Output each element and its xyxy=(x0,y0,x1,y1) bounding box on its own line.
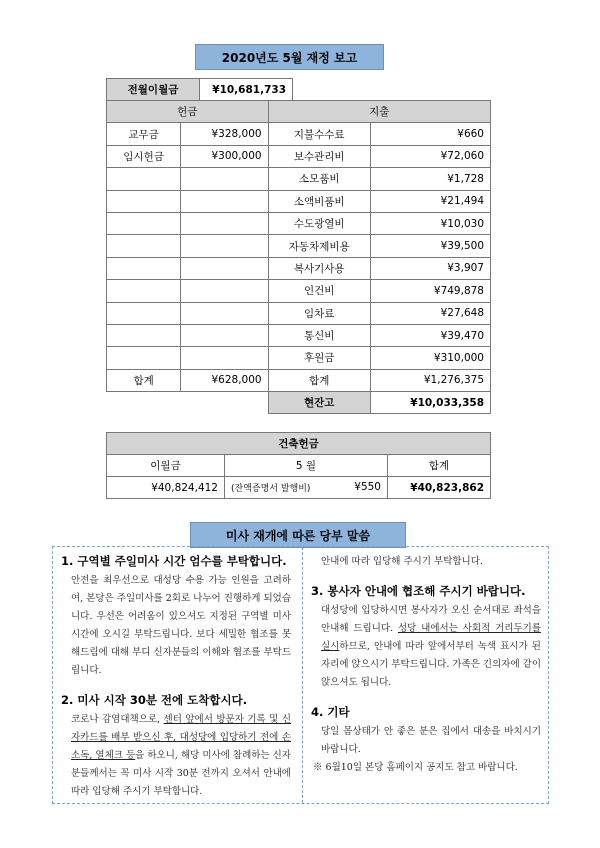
expense-total-amount: ¥1,276,375 xyxy=(370,369,490,391)
table-row xyxy=(107,235,491,257)
notice-title: 미사 재개에 따른 당부 말씀 xyxy=(190,522,406,548)
income-amount xyxy=(181,212,268,234)
section-2-body-underlined: 센터 앞에서 방문자 기록 및 신자카드를 배부 받으신 후, 대성당에 입당하기 전에 손소독, 열체크 등 xyxy=(71,714,291,761)
income-amount xyxy=(181,257,268,279)
building-fund-carryover: ¥40,824,412 xyxy=(107,477,225,499)
income-name: 임시헌금 xyxy=(107,145,181,167)
section-3-body xyxy=(321,602,541,692)
expense-name: 소모품비 xyxy=(268,168,370,190)
income-name xyxy=(107,302,181,324)
income-amount: ¥300,000 xyxy=(181,145,268,167)
income-amount xyxy=(181,168,268,190)
expense-name: 수도광열비 xyxy=(268,212,370,234)
expense-amount: ¥27,648 xyxy=(370,302,490,324)
income-name xyxy=(107,212,181,234)
section-1-title: 1. 구역별 주일미사 시간 엄수를 부탁합니다. xyxy=(61,554,287,568)
section-1-body: 안전을 최우선으로 대성당 수용 가능 인원을 고려하여, 본당은 주일미사를 2회로 나누어 진행하게 되었습니다. 우선은 어려움이 있으셔도 지정된 구역별 미사시간에 오시길 부탁드립니다. 보다 세밀한 협조를 못 해드림에 대해 부디 신자분들의 이해와 협조를 부탁드립니다. xyxy=(71,575,292,676)
table-row xyxy=(107,212,491,234)
section-3-body-underlined: 성당 내에서는 사회적 거리두기를 실시 xyxy=(321,623,541,652)
expense-name: 후원금 xyxy=(268,347,370,369)
expense-amount: ¥310,000 xyxy=(370,347,490,369)
section-4-body: 당일 몸상태가 안 좋은 분은 집에서 대송을 바치시기 바랍니다. xyxy=(321,726,541,755)
income-amount xyxy=(181,347,268,369)
income-name xyxy=(107,168,181,190)
building-fund-total: ¥40,823,862 xyxy=(388,477,491,499)
income-amount xyxy=(181,302,268,324)
building-fund-table xyxy=(106,432,491,499)
table-row xyxy=(107,347,491,369)
building-fund-month-amount: ¥550 xyxy=(354,481,381,493)
expense-name: 인건비 xyxy=(268,280,370,302)
table-row xyxy=(107,324,491,346)
current-balance-amount: ¥10,033,358 xyxy=(370,392,490,414)
section-2-body-text-rest: 을 하오니, 해당 미사에 참례하는 신자분들께서는 꼭 미사 시작 30분 전까지 오셔서 안내에 따라 입당해 주시기 부탁합니다. xyxy=(71,750,291,797)
previous-balance-amount: ¥10,681,733 xyxy=(200,79,293,101)
income-total-amount: ¥628,000 xyxy=(181,369,268,391)
income-name xyxy=(107,324,181,346)
notice-box xyxy=(52,546,549,804)
expense-name: 복사기사용 xyxy=(268,257,370,279)
report-title: 2020년도 5월 재정 보고 xyxy=(195,44,384,70)
expense-name: 소액비품비 xyxy=(268,190,370,212)
income-name xyxy=(107,347,181,369)
income-name: 교무금 xyxy=(107,123,181,145)
footnote: ※ 6월10일 본당 홈페이지 공지도 참고 바랍니다. xyxy=(313,762,518,773)
notice-right-column xyxy=(311,553,541,777)
table-row xyxy=(107,145,491,167)
section-3-title: 3. 봉사자 안내에 협조해 주시기 바랍니다. xyxy=(311,584,526,598)
expense-name: 지불수수료 xyxy=(268,123,370,145)
income-amount xyxy=(181,235,268,257)
income-name xyxy=(107,280,181,302)
section-3-body-text: 대성당에 입당하시면 봉사자가 오신 순서대로 좌석을 안내해 드립니다. xyxy=(321,605,541,634)
expense-name: 보수관리비 xyxy=(268,145,370,167)
table-row xyxy=(107,302,491,324)
income-total-label: 합계 xyxy=(107,369,181,391)
expense-amount: ¥72,060 xyxy=(370,145,490,167)
building-fund-header-month: 5 월 xyxy=(225,455,388,477)
expense-amount: ¥10,030 xyxy=(370,212,490,234)
table-row xyxy=(107,123,491,145)
expense-name: 자동차제비용 xyxy=(268,235,370,257)
expense-amount: ¥39,470 xyxy=(370,324,490,346)
expense-total-label: 합계 xyxy=(268,369,370,391)
building-fund-month xyxy=(225,477,388,499)
expense-amount: ¥1,728 xyxy=(370,168,490,190)
income-amount: ¥328,000 xyxy=(181,123,268,145)
expense-amount: ¥21,494 xyxy=(370,190,490,212)
table-row xyxy=(107,280,491,302)
table-row xyxy=(107,168,491,190)
table-row xyxy=(107,257,491,279)
section-2-body-continued: 안내에 따라 입당해 주시기 부탁합니다. xyxy=(321,556,483,567)
building-fund-header-carryover: 이월금 xyxy=(107,455,225,477)
building-fund-title: 건축헌금 xyxy=(107,433,491,455)
section-2-title: 2. 미사 시작 30분 전에 도착합시다. xyxy=(61,693,248,707)
expense-amount: ¥3,907 xyxy=(370,257,490,279)
section-4-title: 4. 기타 xyxy=(311,705,350,719)
income-name xyxy=(107,190,181,212)
notice-left-column xyxy=(61,553,292,797)
expense-name: 통신비 xyxy=(268,324,370,346)
table-row xyxy=(107,190,491,212)
current-balance-label: 현잔고 xyxy=(268,392,370,414)
income-amount xyxy=(181,190,268,212)
expense-amount: ¥39,500 xyxy=(370,235,490,257)
expense-name: 임차료 xyxy=(268,302,370,324)
expense-amount: ¥749,878 xyxy=(370,280,490,302)
building-fund-header-total: 합계 xyxy=(388,455,491,477)
income-header: 헌금 xyxy=(107,101,269,123)
previous-balance-table xyxy=(106,78,293,101)
section-2-body-text: 코로나 감염대책으로, xyxy=(71,714,164,725)
column-divider xyxy=(302,547,303,803)
expense-amount: ¥660 xyxy=(370,123,490,145)
section-2-body xyxy=(71,711,291,797)
income-name xyxy=(107,257,181,279)
building-fund-month-note: (잔액증명서 발행비) xyxy=(231,484,311,494)
previous-balance-label: 전월이월금 xyxy=(107,79,200,101)
income-name xyxy=(107,235,181,257)
income-amount xyxy=(181,280,268,302)
section-3-body-text-rest: 하므로, 안내에 따라 앞에서부터 녹색 표시가 된 자리에 앉으시기 부탁드립니다. 가족은 긴의자에 같이 앉으셔도 됩니다. xyxy=(321,641,542,688)
income-amount xyxy=(181,324,268,346)
expense-header: 지출 xyxy=(268,101,490,123)
finance-table xyxy=(106,100,491,414)
